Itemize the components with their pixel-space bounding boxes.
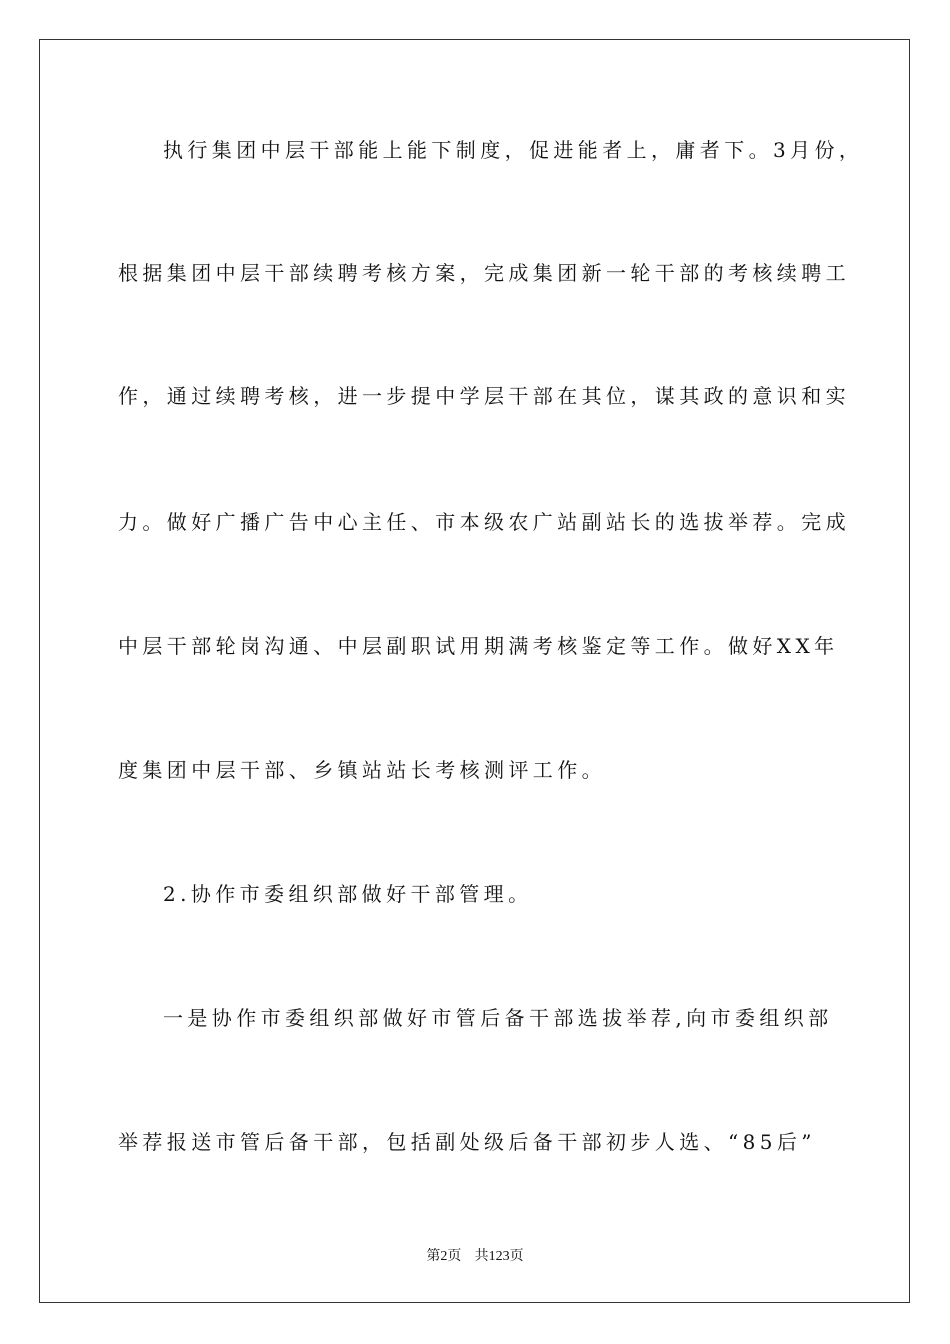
page-footer [0,1247,950,1266]
footer-total-pages: 123 [488,1249,510,1264]
footer-page-suffix: 页 [447,1248,462,1264]
page-border [39,39,910,1303]
paragraph-line-5: 中层干部轮岗沟通、中层副职试用期满考核鉴定等工作。做好XX年 [118,634,839,658]
footer-page-prefix: 第 [426,1248,441,1264]
paragraph-line-3: 作，通过续聘考核，进一步提中学层干部在其位，谋其政的意识和实 [118,384,850,408]
paragraph-line-1: 执行集团中层干部能上能下制度，促进能者上，庸者下。3月份， [163,138,864,162]
paragraph-line-4: 力。做好广播广告中心主任、市本级农广站副站长的选拔举荐。完成 [118,510,850,534]
section-heading: 2.协作市委组织部做好干部管理。 [163,882,533,906]
paragraph-line-6: 度集团中层干部、乡镇站站长考核测评工作。 [118,758,606,782]
footer-page-number: 2 [440,1249,448,1264]
paragraph-line-7: 一是协作市委组织部做好市管后备干部选拔举荐,向市委组织部 [163,1006,833,1030]
paragraph-line-2: 根据集团中层干部续聘考核方案，完成集团新一轮干部的考核续聘工 [118,261,850,285]
paragraph-line-8: 举荐报送市管后备干部，包括副处级后备干部初步人选、“85后” [118,1130,816,1154]
footer-total-prefix: 共 [474,1248,489,1264]
footer-total-suffix: 页 [509,1248,524,1264]
